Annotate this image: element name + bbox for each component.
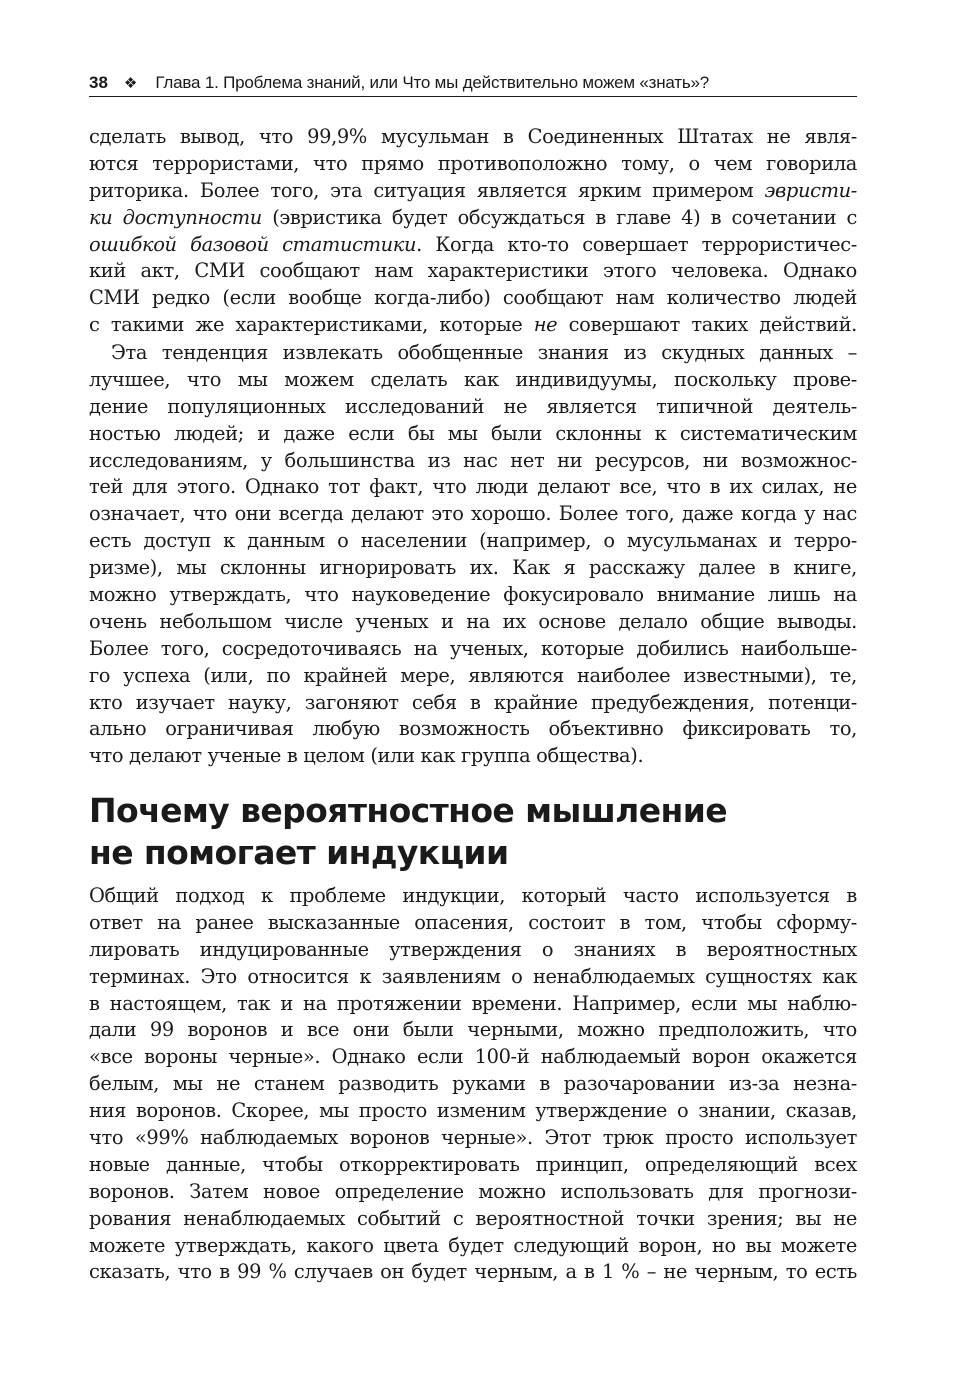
text-line: можно утверждать, что науковедение фокусировало внимание лишь на <box>89 583 857 607</box>
paragraph-1 <box>89 124 857 339</box>
text-line: тей для этого. Однако тот факт, что люди делают все, что в их силах, не <box>89 475 857 499</box>
text-line: есть доступ к данным о населении (например, о мусульманах и терро- <box>89 529 857 553</box>
emphasis: эвристи- <box>764 178 857 202</box>
text-line: го успеха (или, по крайней мере, являются наиболее известными), те, <box>89 663 857 687</box>
text-line: сделать вывод, что 99,9% мусульман в Соединенных Штатах не явля- <box>89 125 857 148</box>
text-line: можете утверждать, какого цвета будет следующий ворон, но вы можете <box>89 1233 857 1257</box>
text-line: лучшее, что мы можем сделать как индивидуумы, поскольку прове- <box>89 367 857 391</box>
text-line: ки доступности (эвристика будет обсуждаться в главе 4) в сочетании с <box>89 205 857 229</box>
text-line: новые данные, чтобы откорректировать принцип, определяющий всех <box>89 1152 857 1176</box>
page-number: 38 <box>89 73 108 92</box>
text-line: ошибкой базовой статистики. Когда кто-то совершает террористичес- <box>89 232 857 256</box>
text-line: ответ на ранее высказанные опасения, состоит в том, чтобы сформу- <box>89 910 857 934</box>
text-line: что «99% наблюдаемых воронов черные». Этот трюк просто использует <box>89 1126 857 1150</box>
paragraph-3 <box>89 883 857 1286</box>
text-line: дение популяционных исследований не является типичной деятель- <box>89 394 857 418</box>
emphasis: не <box>533 313 558 337</box>
text-line: ально ограничивая любую возможность объективно фиксировать то, <box>89 717 857 741</box>
text-line: риторика. Более того, эта ситуация является ярким примером эвристи- <box>89 178 857 202</box>
text-line: воронов. Затем новое определение можно использовать для прогнози- <box>89 1179 857 1203</box>
text-line: в настоящем, так и на протяжении времени. Например, если мы наблю- <box>89 991 857 1015</box>
text-line: с такими же характеристиками, которые не совершают таких действий. <box>89 313 857 337</box>
text-line: означает, что они всегда делают это хорошо. Более того, даже когда у нас <box>89 502 857 526</box>
text-line: СМИ редко (если вообще когда-либо) сообщают нам количество людей <box>89 286 857 310</box>
paragraph-2 <box>89 340 857 770</box>
emphasis: ки доступности <box>89 205 262 229</box>
text-line: дали 99 воронов и все они были черными, можно предположить, что <box>89 1018 857 1042</box>
section-heading-line-1: Почему вероятностное мышление <box>89 791 727 830</box>
text-line: ются террористами, что прямо противоположно тому, о чем говорила <box>89 151 857 175</box>
ornament-icon: ❖ <box>123 75 138 92</box>
text-line: Общий подход к проблеме индукции, который часто используется в <box>89 884 857 907</box>
running-header <box>89 72 857 97</box>
text-line: ностью людей; и даже если бы мы были склонны к систематическим <box>89 421 857 445</box>
text-line: сказать, что в 99 % случаев он будет черным, а в 1 % – не черным, то есть <box>89 1260 857 1284</box>
text-line: исследованиям, у большинства из нас нет ни ресурсов, ни возможнос- <box>89 448 857 472</box>
emphasis: ошибкой базовой статистики <box>89 232 417 256</box>
text-line: белым, мы не станем разводить руками в разочаровании из-за незна- <box>89 1072 857 1096</box>
text-line: рования ненаблюдаемых событий с вероятностной точки зрения; вы не <box>89 1206 857 1230</box>
text-line: кто изучает науку, загоняют себя в крайние предубеждения, потенци- <box>89 690 857 714</box>
text-line: Эта тенденция извлекать обобщенные знания из скудных данных – <box>111 341 857 364</box>
text-line: терминах. Это относится к заявлениям о ненаблюдаемых сущностях как <box>89 964 857 988</box>
text-line: ния воронов. Скорее, мы просто изменим утверждение о знании, сказав, <box>89 1099 857 1123</box>
section-heading-line-2: не помогает индукции <box>89 833 509 872</box>
text-line: «все вороны черные». Однако если 100-й наблюдаемый ворон окажется <box>89 1045 857 1069</box>
text-line: очень небольшом числе ученых и на их основе делало общие выводы. <box>89 609 857 633</box>
text-line: что делают ученые в целом (или как группа общества). <box>89 744 644 768</box>
text-line: ризме), мы склонны игнорировать их. Как я расскажу далее в книге, <box>89 556 857 580</box>
text-line: кий акт, СМИ сообщают нам характеристики этого человека. Однако <box>89 259 857 283</box>
text-line: лировать индуцированные утверждения о знаниях в вероятностных <box>89 937 857 961</box>
section-heading <box>89 790 857 874</box>
chapter-title: Глава 1. Проблема знаний, или Что мы действительно можем «знать»? <box>155 73 710 92</box>
text-line: Более того, сосредоточиваясь на ученых, которые добились наибольше- <box>89 636 857 660</box>
